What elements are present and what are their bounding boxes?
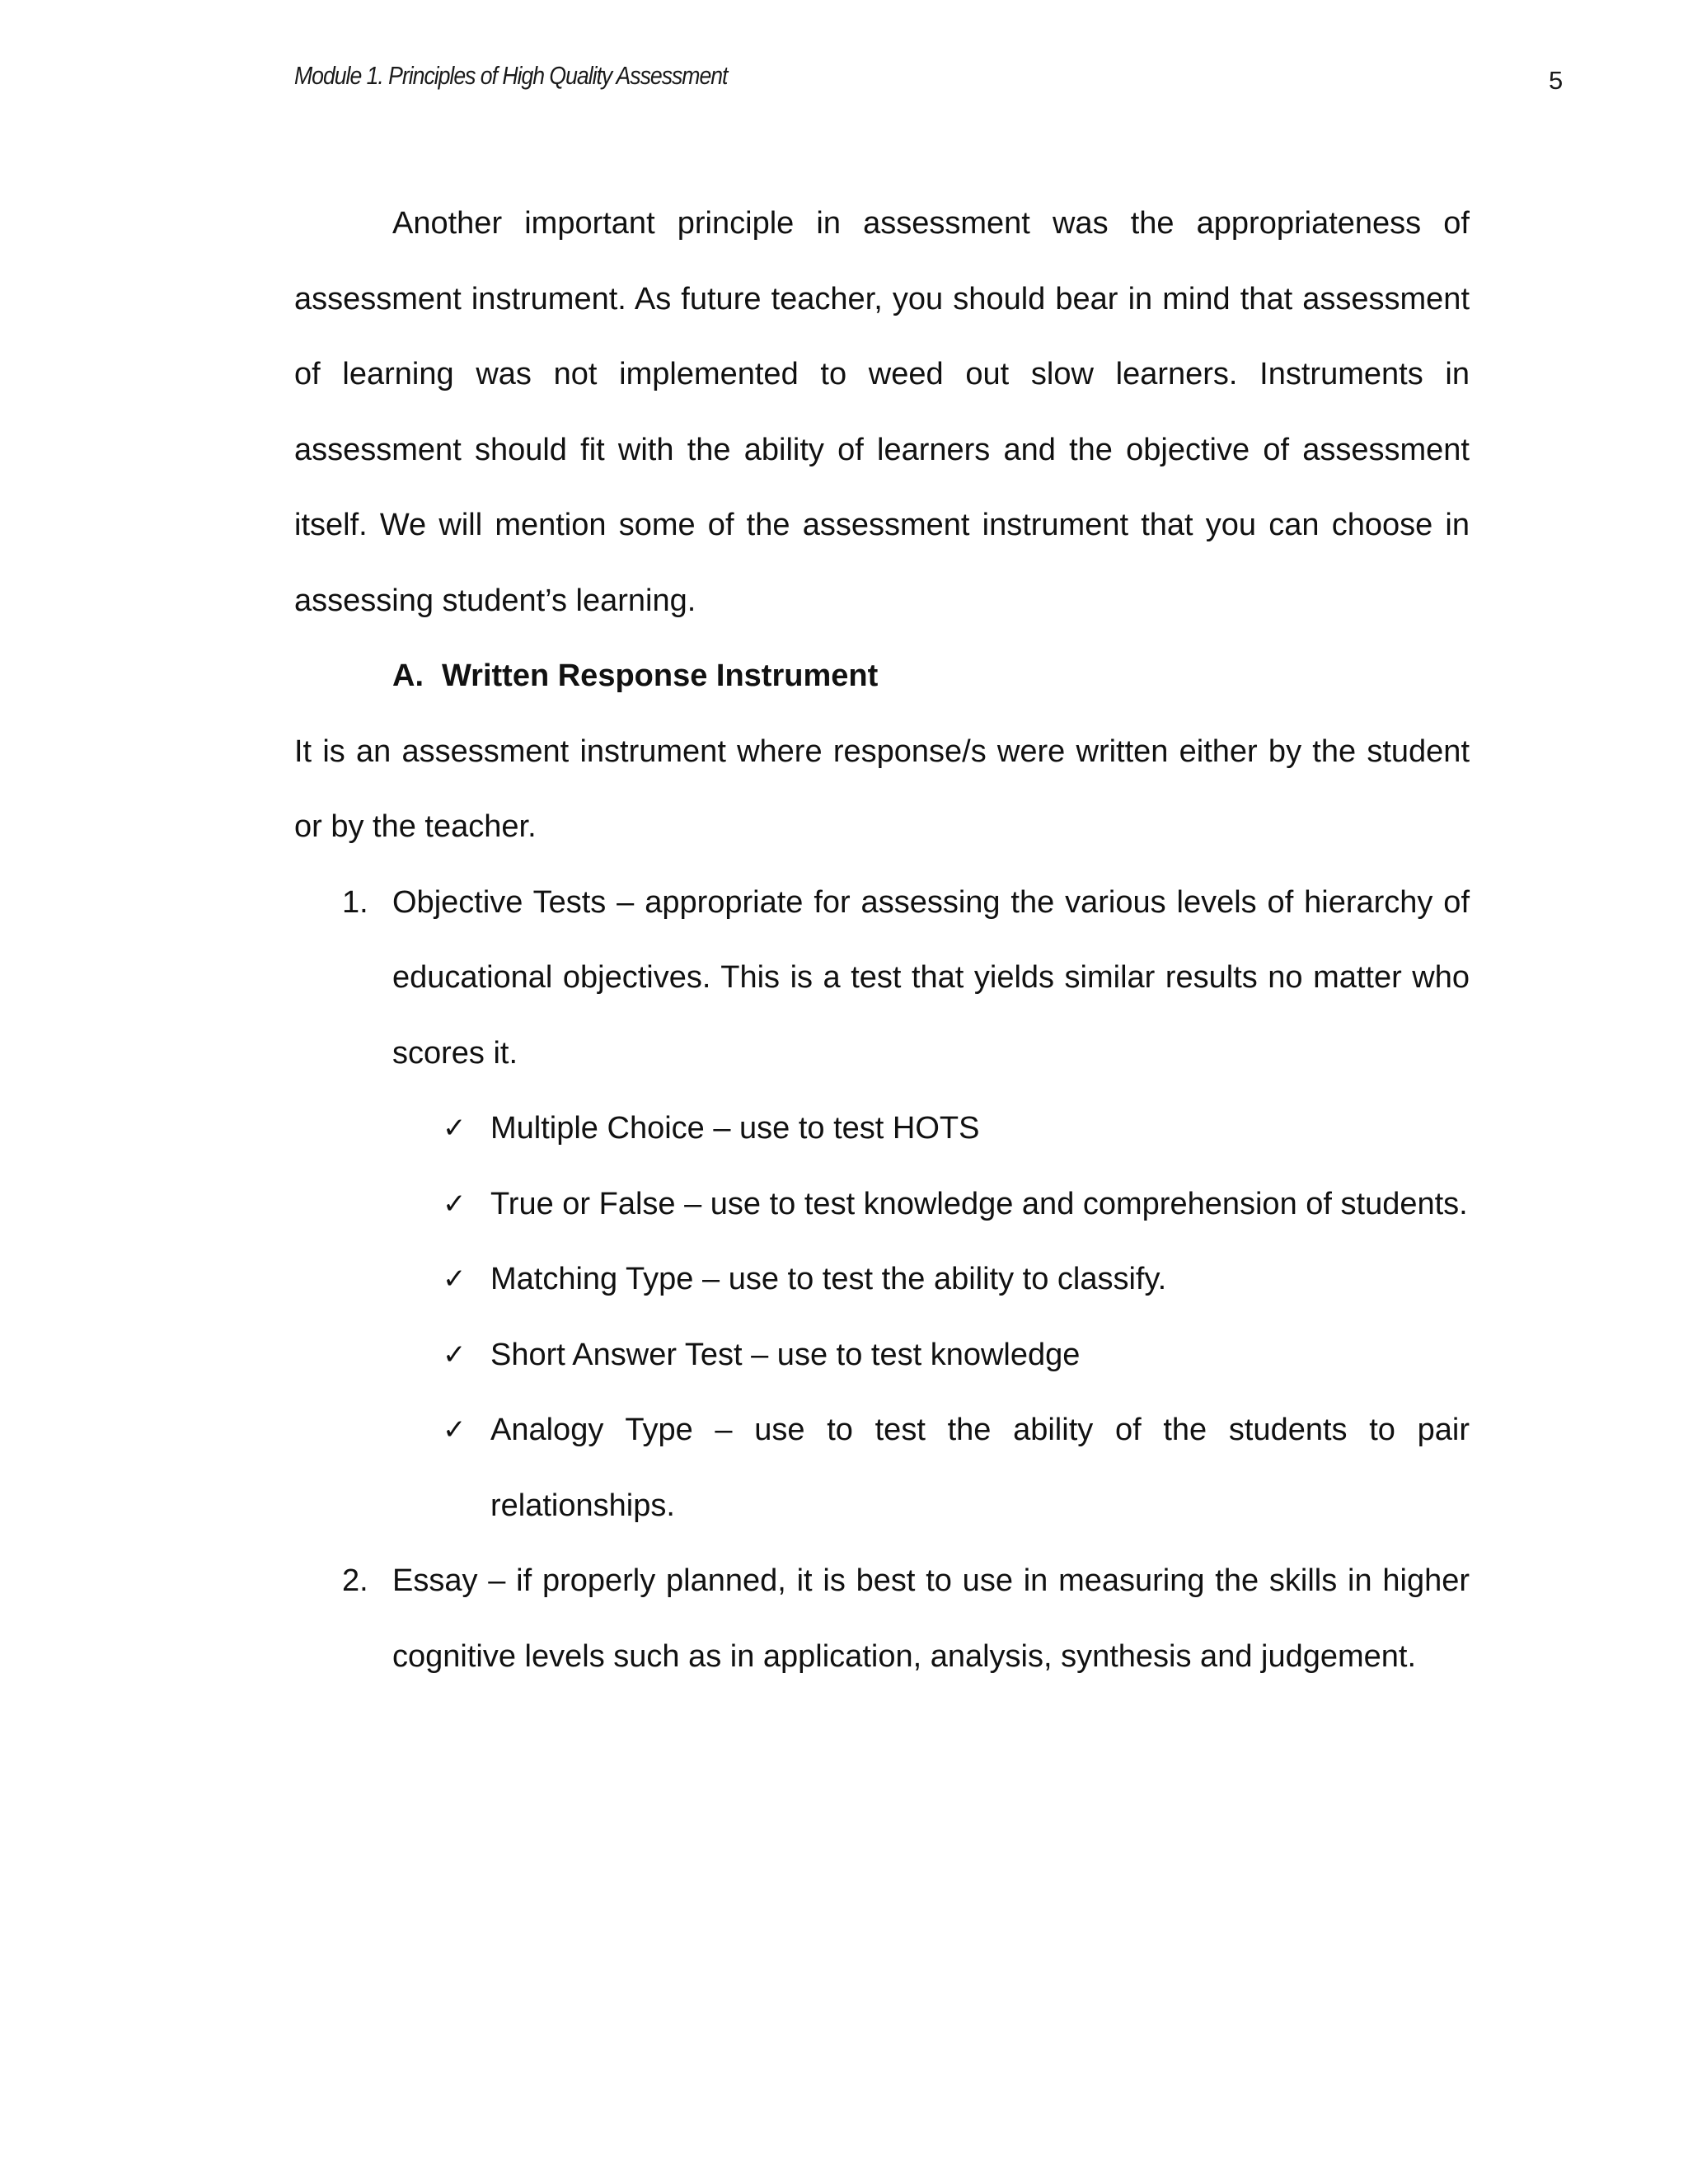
section-heading (294, 639, 1470, 715)
checklist-item (443, 1318, 1470, 1394)
section-letter: A. (392, 658, 424, 693)
list-item-objective-tests (342, 865, 1470, 1544)
checkmark-icon: ✓ (443, 1187, 467, 1221)
list-item-text: Essay – if properly planned, it is best to use in measuring the skills in higher cognitive levels such as in application, analysis, synthesis and judgement. (392, 1563, 1470, 1674)
intro-paragraph: Another important principle in assessment was the appropriateness of assessment instrument. As future teacher, you should bear in mind that assessment of learning was not implemented to weed out slow learners. Instruments in assessment should fit with the ability of learners and the objective of assessment itself. We will mention some of the assessment instrument that you can choose in assessing student’s learning. (294, 206, 1470, 618)
list-number: 2. (342, 1563, 368, 1598)
checkmark-icon: ✓ (443, 1263, 467, 1296)
section-definition: It is an assessment instrument where response/s were written either by the student or by the teacher. (294, 733, 1470, 844)
list-item-essay (342, 1544, 1470, 1694)
checklist-item (443, 1091, 1470, 1167)
list-number: 1. (342, 884, 368, 920)
running-header: Module 1. Principles of High Quality Assessment (294, 61, 728, 90)
checklist-item (443, 1167, 1470, 1243)
checklist-item-text: Multiple Choice – use to test HOTS (490, 1111, 980, 1146)
checkmark-icon: ✓ (443, 1338, 467, 1371)
checklist-item-text: Matching Type – use to test the ability to classify. (490, 1262, 1167, 1296)
list-item-text: Objective Tests – appropriate for assessing the various levels of hierarchy of educational objectives. This is a test that yields similar results no matter who scores it. (392, 884, 1470, 1071)
checklist-item-text: Analogy Type – use to test the ability of the students to pair relationships. (490, 1413, 1470, 1523)
checklist-item (443, 1393, 1470, 1544)
checkmark-icon: ✓ (443, 1112, 467, 1145)
checklist-item-text: Short Answer Test – use to test knowledge (490, 1337, 1081, 1372)
checkmark-icon: ✓ (443, 1413, 467, 1446)
checklist-item-text: True or False – use to test knowledge and comprehension of students. (490, 1186, 1468, 1221)
checklist-item (443, 1242, 1470, 1318)
page-number: 5 (1549, 66, 1564, 95)
checklist (392, 1091, 1470, 1544)
section-title: Written Response Instrument (442, 658, 879, 693)
body-text (294, 186, 1470, 1694)
numbered-list (294, 865, 1470, 1695)
